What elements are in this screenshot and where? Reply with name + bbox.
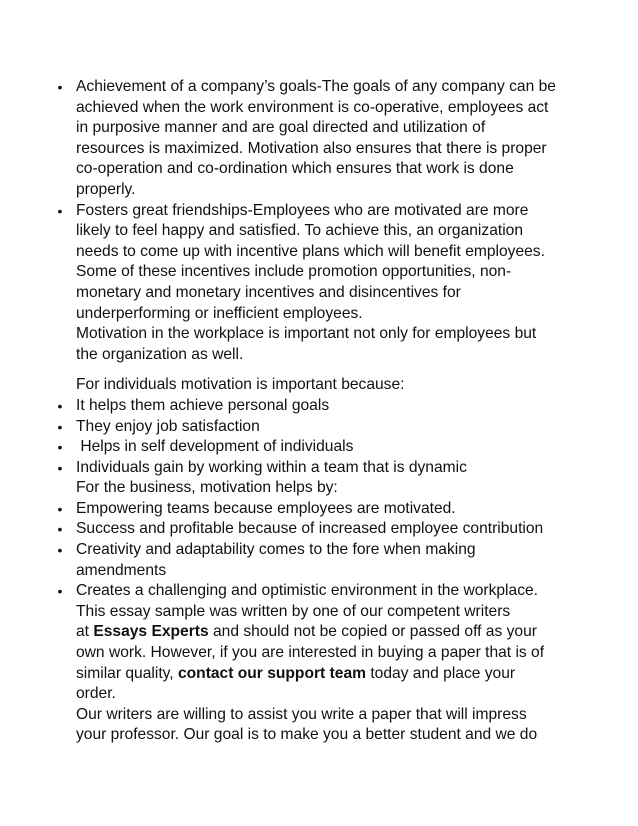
bullet-icon: • (57, 397, 63, 414)
bullet-icon: • (57, 521, 63, 538)
bullet-icon: • (57, 459, 63, 476)
disclaimer-line: similar quality, contact our support team today and place your (76, 664, 516, 682)
disclaimer-line: at Essays Experts and should not be copied or passed off as your (76, 623, 537, 641)
text-line: resources is maximized. Motivation also ensures that there is proper (76, 139, 547, 157)
brand-name: Essays Experts (93, 623, 209, 641)
paragraph-gap (76, 365, 566, 375)
list-item (57, 540, 566, 561)
disclaimer-line: own work. However, if you are interested in buying a paper that is of (76, 644, 545, 662)
bullet-icon: • (57, 500, 63, 517)
list-item-text: Creates a challenging and optimistic environment in the workplace. (76, 582, 538, 600)
intro-individuals: For individuals motivation is important because: (76, 376, 405, 394)
list-item (57, 458, 566, 479)
disclaimer-line: This essay sample was written by one of our competent writers (76, 602, 511, 620)
disclaimer-line: your professor. Our goal is to make you a better student and we do (76, 726, 538, 744)
disclaimer-line: Our writers are willing to assist you write a paper that will impress (76, 705, 527, 723)
list-item-text: Achievement of a company’s goals-The goals of any company can be (76, 78, 556, 95)
list-item-text: Helps in self development of individuals (76, 438, 354, 456)
text-line: achieved when the work environment is co-operative, employees act (76, 98, 549, 116)
text-line: the organization as well. (76, 345, 244, 363)
bullet-icon: • (57, 583, 63, 600)
list-item (57, 77, 566, 98)
text-line: Some of these incentives include promotion opportunities, non- (76, 263, 512, 281)
text-line: underperforming or inefficient employees. (76, 304, 363, 322)
list-item-text: Empowering teams because employees are motivated. (76, 499, 456, 517)
text-line: in purposive manner and are goal directed and utilization of (76, 119, 486, 137)
list-item (57, 417, 566, 438)
list-item-text: Creativity and adaptability comes to the fore when making (76, 541, 476, 559)
document-body (57, 77, 566, 746)
contact-support-link[interactable]: contact our support team (177, 664, 366, 682)
text-line: monetary and monetary incentives and disincentives for (76, 283, 461, 301)
bullet-icon: • (57, 418, 63, 435)
bullet-icon: • (57, 439, 63, 456)
text-line: Motivation in the workplace is important not only for employees but (76, 325, 537, 343)
list-item-text: Success and profitable because of increased employee contribution (76, 520, 544, 538)
list-item-text: Individuals gain by working within a team that is dynamic (76, 458, 467, 476)
list-item (57, 437, 566, 458)
bullet-icon: • (57, 542, 63, 559)
list-item (57, 396, 566, 417)
list-item (57, 499, 566, 520)
text-line: likely to feel happy and satisfied. To achieve this, an organization (76, 222, 524, 240)
list-item (57, 519, 566, 540)
list-item-text: Fosters great friendships-Employees who are motivated are more (76, 201, 529, 219)
list-item (57, 581, 566, 602)
text-line: properly. (76, 180, 136, 198)
list-item (57, 201, 566, 222)
text-line: co-operation and co-ordination which ensures that work is done (76, 160, 514, 178)
list-item-text: They enjoy job satisfaction (76, 417, 260, 435)
text-line: amendments (76, 561, 167, 579)
intro-business: For the business, motivation helps by: (76, 479, 338, 497)
list-item-text: It helps them achieve personal goals (76, 396, 330, 414)
text-line: needs to come up with incentive plans which will benefit employees. (76, 242, 545, 260)
bullet-icon: • (57, 79, 63, 95)
bullet-icon: • (57, 202, 63, 219)
disclaimer-line: order. (76, 685, 116, 703)
